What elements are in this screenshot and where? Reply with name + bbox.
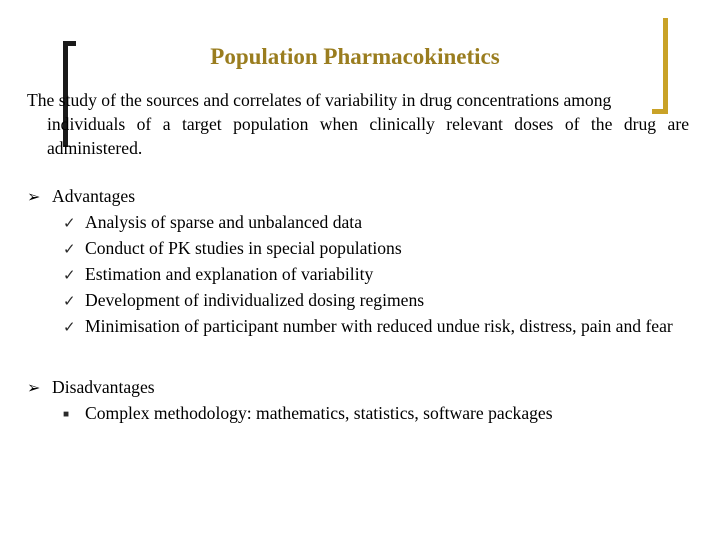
advantages-section xyxy=(27,184,697,340)
checkmark-icon: ✓ xyxy=(63,294,76,310)
list-item xyxy=(63,210,697,236)
list-item xyxy=(63,401,697,429)
disadvantages-list xyxy=(27,401,697,429)
checkmark-icon: ✓ xyxy=(63,320,76,336)
disadvantage-text: Complex methodology: mathematics, statistics, software packages xyxy=(85,403,553,423)
list-item xyxy=(63,288,697,314)
definition-first-line: The study of the sources and correlates of variability in drug concentrations among xyxy=(27,90,612,110)
slide-title: Population Pharmacokinetics xyxy=(210,44,500,69)
checkmark-icon: ✓ xyxy=(63,268,76,284)
advantage-text: Minimisation of participant number with reduced undue risk, distress, pain and fear xyxy=(85,316,673,336)
advantage-text: Development of individualized dosing regimens xyxy=(85,290,425,310)
advantages-list xyxy=(27,210,697,340)
square-bullet-icon: ■ xyxy=(63,409,70,420)
definition-continuation: individuals of a target population when clinically relevant doses of the drug are administered. xyxy=(47,114,689,158)
list-item xyxy=(63,262,697,288)
advantages-heading: Advantages xyxy=(52,186,136,206)
advantage-text: Analysis of sparse and unbalanced data xyxy=(85,212,363,232)
checkmark-icon: ✓ xyxy=(63,216,76,232)
disadvantages-heading: Disadvantages xyxy=(52,377,155,397)
disadvantages-section xyxy=(27,375,697,429)
definition-paragraph xyxy=(27,88,689,160)
advantage-text: Conduct of PK studies in special populations xyxy=(85,238,402,258)
checkmark-icon: ✓ xyxy=(63,242,76,258)
arrow-bullet-icon: ➢ xyxy=(27,189,41,206)
list-item xyxy=(63,314,697,340)
arrow-bullet-icon: ➢ xyxy=(27,380,41,397)
disadvantages-heading-row xyxy=(27,375,697,401)
advantages-heading-row xyxy=(27,184,697,210)
advantage-text: Estimation and explanation of variability xyxy=(85,264,374,284)
list-item xyxy=(63,236,697,262)
